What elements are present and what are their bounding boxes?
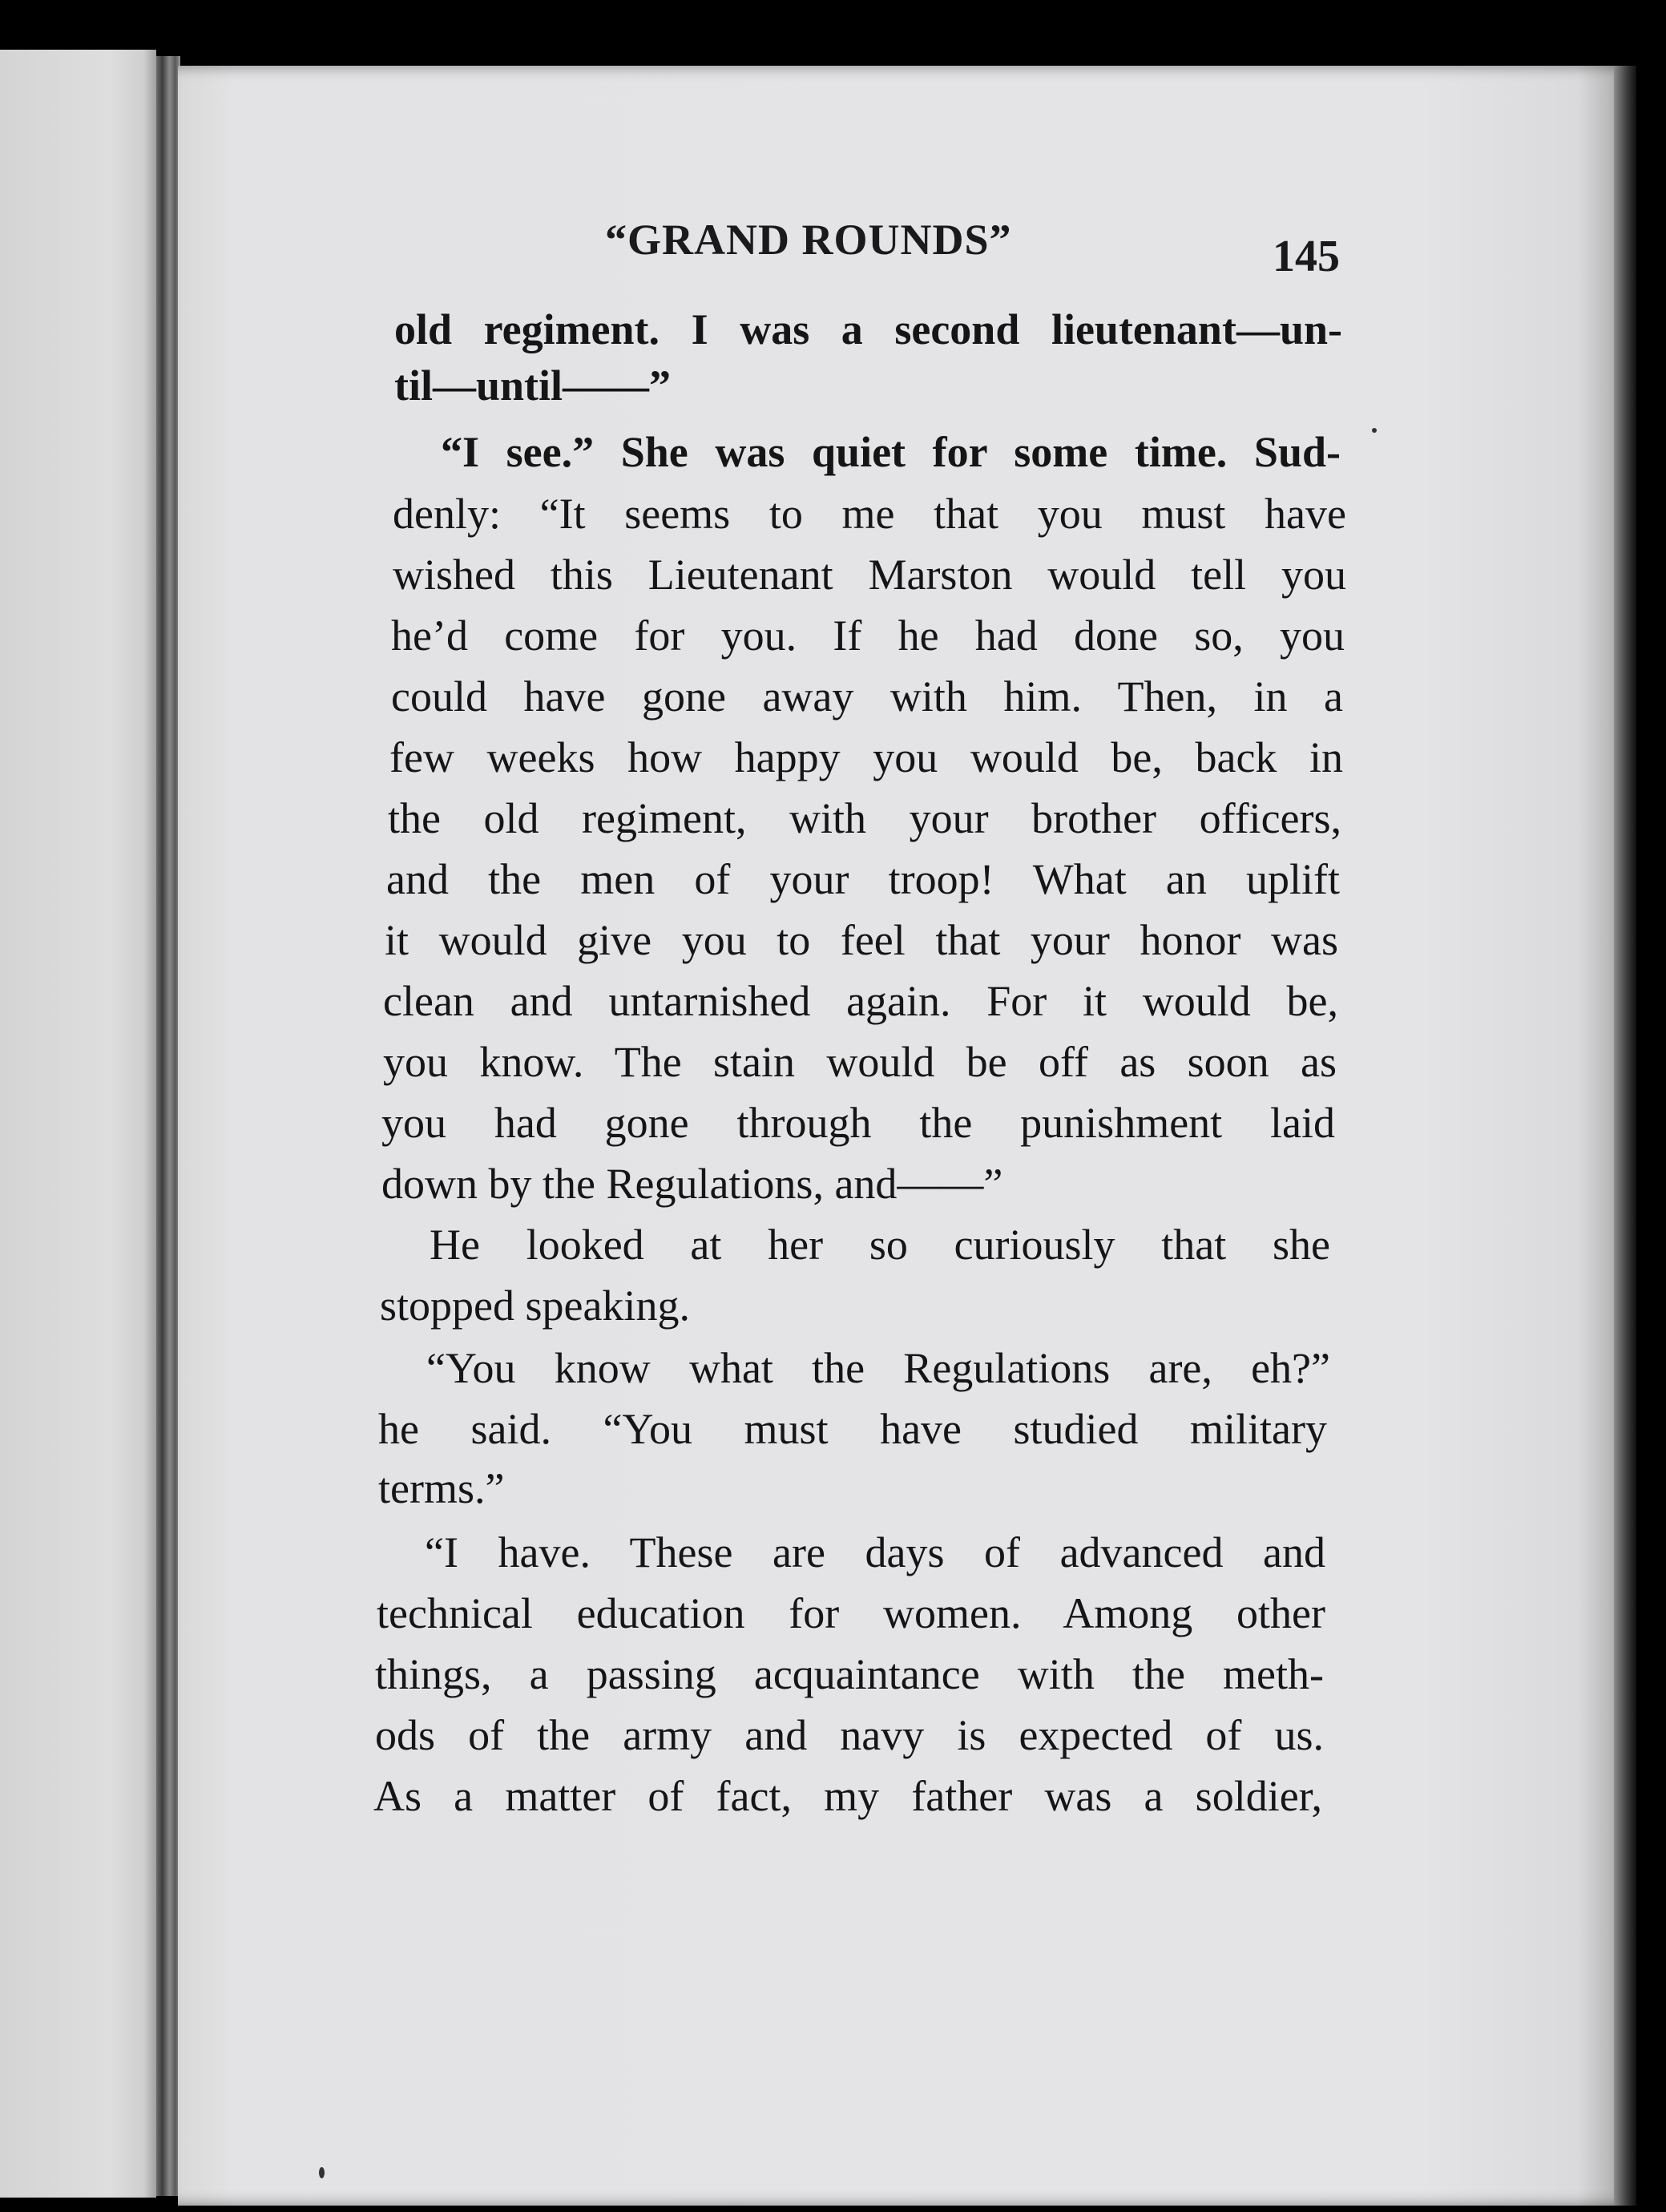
text-line: As a matter of fact, my father was a soldier, (373, 1772, 1322, 1820)
scan-speck (1372, 428, 1377, 433)
text-line: down by the Regulations, and——” (381, 1160, 1003, 1208)
text-line: old regiment. I was a second lieutenant—un- (394, 305, 1342, 353)
text-line: you know. The stain would be off as soon as (383, 1038, 1337, 1086)
text-line: clean and untarnished again. For it would be, (383, 977, 1338, 1025)
text-line: he said. “You must have studied military (378, 1405, 1327, 1453)
running-head: “GRAND ROUNDS” (605, 216, 1012, 264)
text-line: you had gone through the punishment laid (381, 1099, 1335, 1147)
text-line: stopped speaking. (380, 1282, 690, 1330)
text-line: “You know what the Regulations are, eh?” (426, 1344, 1330, 1392)
text-line: wished this Lieutenant Marston would tell you (393, 551, 1346, 599)
text-line: denly: “It seems to me that you must have (393, 490, 1346, 538)
text-line: ods of the army and navy is expected of us. (375, 1711, 1324, 1759)
text-line: he’d come for you. If he had done so, you (391, 612, 1345, 660)
text-line: technical education for women. Among other (377, 1589, 1325, 1637)
text-line: things, a passing acquaintance with the meth- (375, 1650, 1324, 1698)
text-line: terms.” (378, 1464, 505, 1512)
text-line: few weeks how happy you would be, back in (389, 733, 1343, 781)
text-line: the old regiment, with your brother officers, (388, 794, 1341, 842)
scan-speck (319, 2167, 325, 2178)
text-line: til—until——” (394, 361, 672, 410)
text-line: “I see.” She was quiet for some time. Sud- (441, 428, 1341, 476)
text-line: could have gone away with him. Then, in a (391, 672, 1343, 721)
text-line: and the men of your troop! What an uplift (386, 855, 1340, 903)
text-line: it would give you to feel that your honor was (385, 916, 1338, 964)
text-line: He looked at her so curiously that she (430, 1221, 1330, 1269)
text-line: “I have. These are days of advanced and (425, 1528, 1325, 1576)
page-number: 145 (1273, 232, 1340, 281)
